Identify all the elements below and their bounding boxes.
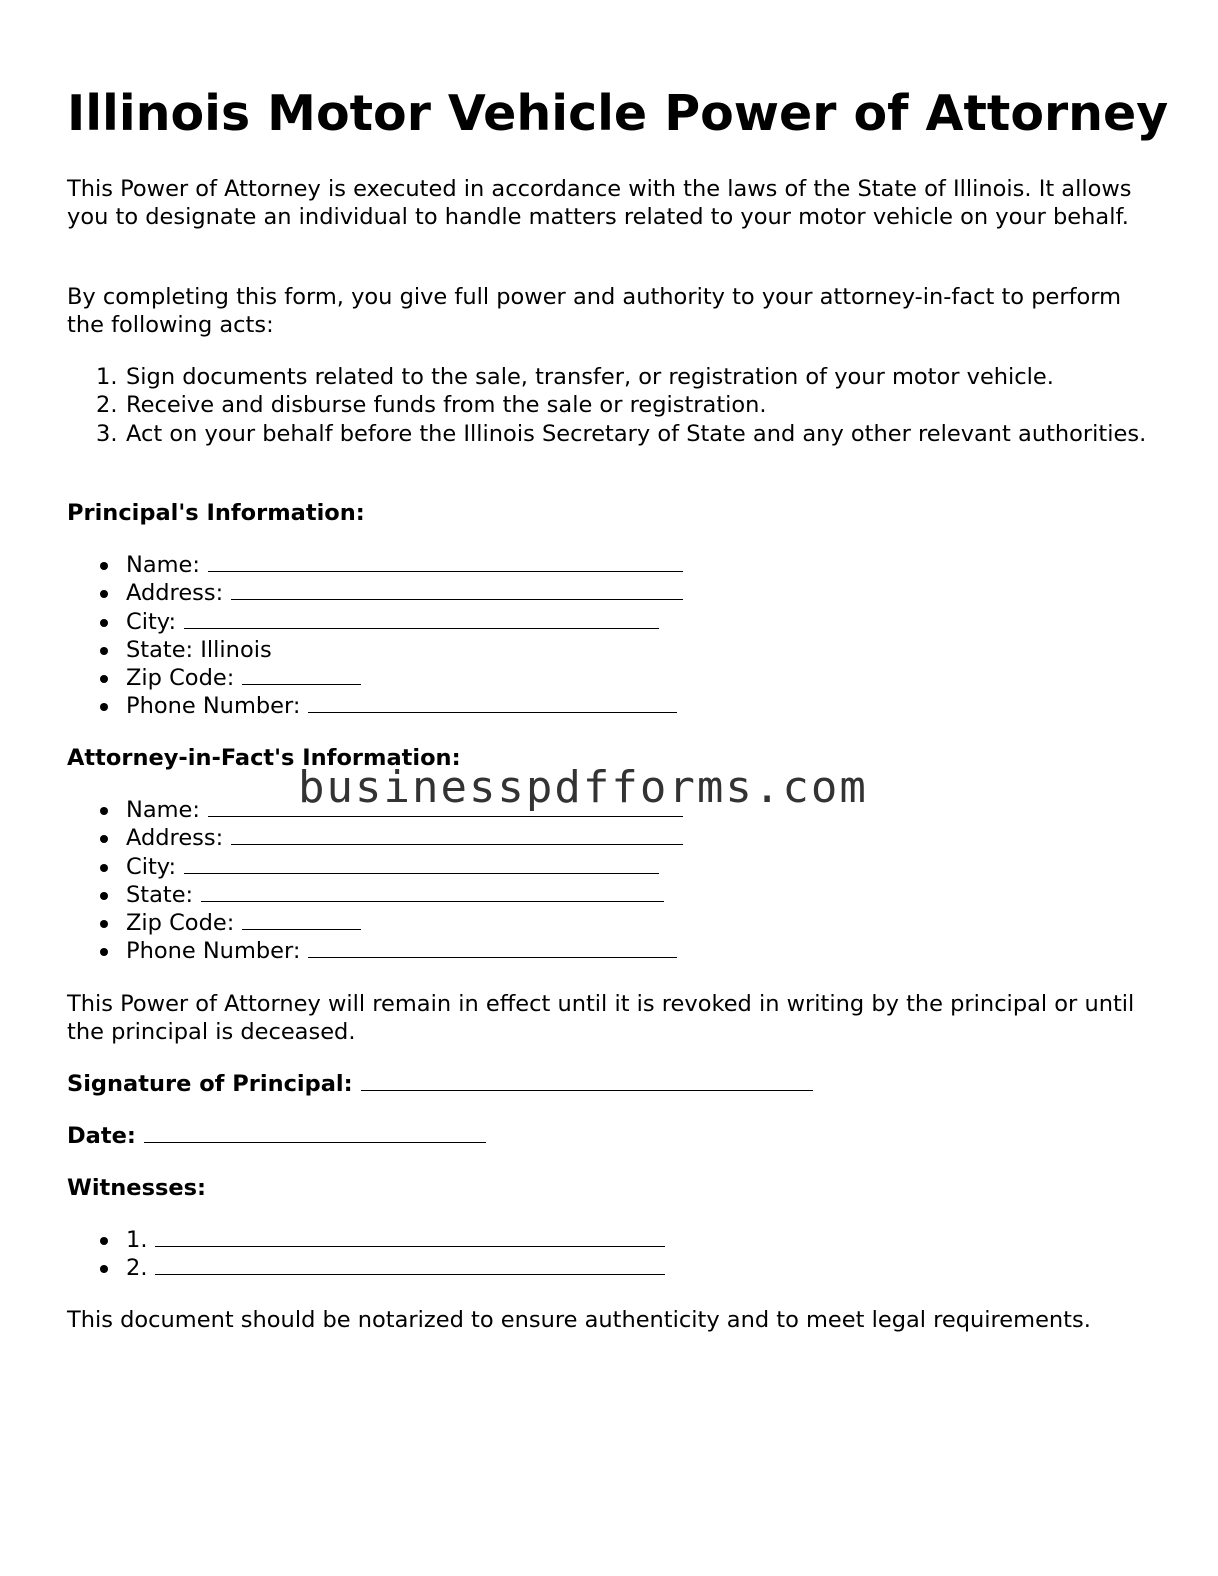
field-label: Address: xyxy=(126,825,224,852)
bullet-icon xyxy=(100,864,108,872)
signature-blank[interactable] xyxy=(361,1070,813,1091)
intro-paragraph: This Power of Attorney is executed in accordance with the laws of the State of Illinois. It allows you to designate an individual to handle matters related to your motor vehicle on your behalf. xyxy=(67,176,1132,231)
principal-city-field[interactable] xyxy=(67,608,683,636)
principal-address-field[interactable] xyxy=(67,579,683,607)
bullet-icon xyxy=(100,647,108,655)
attorney-address-field[interactable] xyxy=(67,824,683,852)
bullet-icon xyxy=(100,562,108,570)
principal-name-field[interactable] xyxy=(67,551,683,579)
effect-paragraph: This Power of Attorney will remain in effect until it is revoked in writing by the principal or until the principal is deceased. xyxy=(67,991,1135,1046)
principal-zip-field[interactable] xyxy=(67,664,683,692)
bullet-icon xyxy=(100,619,108,627)
principal-heading: Principal's Information: xyxy=(67,500,365,526)
name-blank[interactable] xyxy=(208,551,683,572)
principal-phone-field[interactable] xyxy=(67,692,683,720)
act-number: 1. xyxy=(96,364,118,390)
witness-number: 2. xyxy=(126,1255,148,1282)
act-text: Sign documents related to the sale, transfer, or registration of your motor vehicle. xyxy=(126,364,1054,390)
field-label: State: xyxy=(126,881,194,908)
bullet-icon xyxy=(100,948,108,956)
witnesses-list xyxy=(67,1226,665,1283)
act-number: 2. xyxy=(96,392,118,419)
bullet-icon xyxy=(100,590,108,598)
phone-blank[interactable] xyxy=(308,692,677,713)
witness-1-field[interactable] xyxy=(67,1226,665,1254)
witness-2-field[interactable] xyxy=(67,1254,665,1282)
field-label: Address: xyxy=(126,580,224,607)
attorney-heading: Attorney-in-Fact's Information: xyxy=(67,745,461,771)
field-label: Zip Code: xyxy=(126,910,235,937)
witness-number: 1. xyxy=(126,1227,148,1253)
signature-line[interactable] xyxy=(67,1070,813,1098)
document-title: Illinois Motor Vehicle Power of Attorney xyxy=(67,85,1169,142)
field-label: Name: xyxy=(126,797,200,823)
bullet-icon xyxy=(100,892,108,900)
phone-blank[interactable] xyxy=(308,937,677,958)
act-number: 3. xyxy=(96,420,118,447)
city-blank[interactable] xyxy=(184,608,659,629)
grant-paragraph: By completing this form, you give full power and authority to your attorney-in-fact to perform the following acts: xyxy=(67,284,1122,339)
act-item xyxy=(67,420,1146,448)
field-label: Zip Code: xyxy=(126,665,235,692)
attorney-zip-field[interactable] xyxy=(67,909,683,937)
bullet-icon xyxy=(100,703,108,711)
bullet-icon xyxy=(100,807,108,815)
date-label: Date: xyxy=(67,1123,136,1149)
bullet-icon xyxy=(100,920,108,928)
attorney-city-field[interactable] xyxy=(67,853,683,881)
witness-blank[interactable] xyxy=(155,1254,665,1275)
notary-paragraph: This document should be notarized to ensure authenticity and to meet legal requirements. xyxy=(67,1307,1091,1333)
attorney-state-field[interactable] xyxy=(67,881,683,909)
field-label: Phone Number: xyxy=(126,693,301,720)
field-label: State: Illinois xyxy=(126,636,272,663)
bullet-icon xyxy=(100,835,108,843)
bullet-icon xyxy=(100,675,108,683)
witness-blank[interactable] xyxy=(155,1226,665,1247)
city-blank[interactable] xyxy=(184,853,659,874)
watermark-text: businesspdfforms.com xyxy=(298,762,868,813)
field-label: City: xyxy=(126,853,177,880)
acts-list xyxy=(67,363,1146,448)
attorney-phone-field[interactable] xyxy=(67,937,683,965)
date-line[interactable] xyxy=(67,1122,486,1150)
signature-label: Signature of Principal: xyxy=(67,1071,353,1097)
act-item xyxy=(67,391,1146,419)
address-blank[interactable] xyxy=(231,579,683,600)
witnesses-heading: Witnesses: xyxy=(67,1175,206,1201)
principal-state-field xyxy=(67,636,683,664)
state-blank[interactable] xyxy=(201,881,664,902)
date-blank[interactable] xyxy=(144,1122,486,1143)
zip-blank[interactable] xyxy=(242,909,361,930)
address-blank[interactable] xyxy=(231,824,683,845)
act-item xyxy=(67,363,1146,391)
field-label: City: xyxy=(126,608,177,635)
field-label: Phone Number: xyxy=(126,938,301,965)
field-label: Name: xyxy=(126,552,200,578)
act-text: Receive and disburse funds from the sale or registration. xyxy=(126,392,767,419)
act-text: Act on your behalf before the Illinois Secretary of State and any other relevant authorities. xyxy=(126,420,1147,447)
principal-fields xyxy=(67,551,683,721)
zip-blank[interactable] xyxy=(242,664,361,685)
bullet-icon xyxy=(100,1265,108,1273)
attorney-fields xyxy=(67,796,683,966)
bullet-icon xyxy=(100,1237,108,1245)
